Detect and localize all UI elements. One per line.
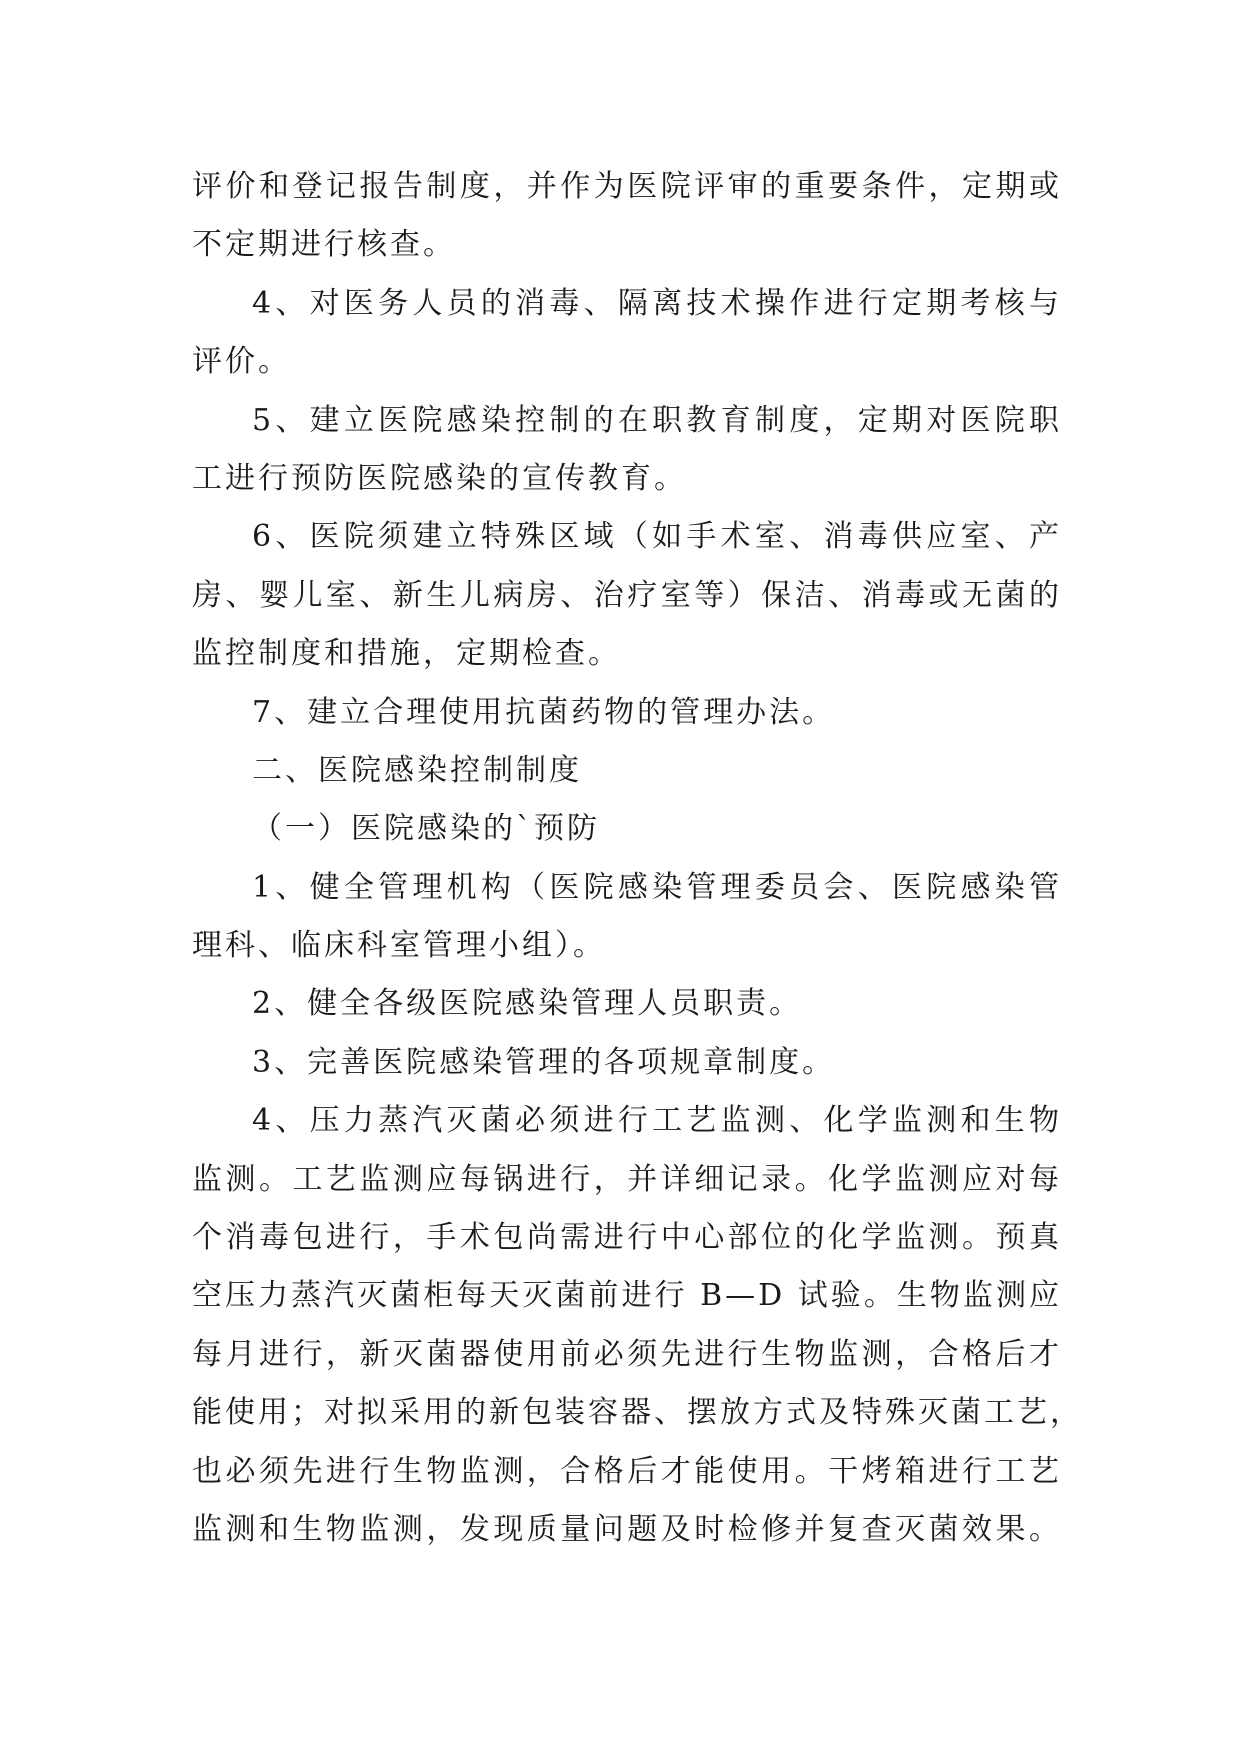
text-line: 4、压力蒸汽灭菌必须进行工艺监测、化学监测和生物 <box>252 1103 1062 1139</box>
text-line: 理科、临床科室管理小组）。 <box>192 928 606 964</box>
text-line: 空压力蒸汽灭菌柜每天灭菌前进行 B—D 试验。生物监测应 <box>192 1278 1062 1314</box>
section-heading: 二、医院感染控制制度 <box>252 752 582 788</box>
text-line: 监测和生物监测，发现质量问题及时检修并复查灭菌效果。 <box>192 1511 1062 1547</box>
document-body <box>192 158 1083 1559</box>
text-line: 7、建立合理使用抗菌药物的管理办法。 <box>252 694 836 730</box>
text-line: 也必须先进行生物监测，合格后才能使用。干烤箱进行工艺 <box>192 1453 1062 1489</box>
text-line: 房、婴儿室、新生儿病房、治疗室等）保洁、消毒或无菌的 <box>192 577 1062 613</box>
text-line: 监控制度和措施，定期检查。 <box>192 636 621 672</box>
text-line: 4、对医务人员的消毒、隔离技术操作进行定期考核与 <box>252 285 1062 321</box>
text-line: 个消毒包进行，手术包尚需进行中心部位的化学监测。预真 <box>192 1220 1062 1256</box>
text-line: 工进行预防医院感染的宣传教育。 <box>192 460 687 496</box>
text-line: 评价和登记报告制度，并作为医院评审的重要条件，定期或 <box>192 169 1062 204</box>
text-line: 6、医院须建立特殊区域（如手术室、消毒供应室、产 <box>252 519 1062 555</box>
text-line: 能使用；对拟采用的新包装容器、摆放方式及特殊灭菌工艺， <box>192 1395 1083 1431</box>
text-line: 评价。 <box>192 344 291 380</box>
text-line: 不定期进行核查。 <box>192 227 456 263</box>
subsection-heading: （一）医院感染的`预防 <box>252 811 600 847</box>
text-line: 3、完善医院感染管理的各项规章制度。 <box>252 1044 836 1080</box>
text-line: 每月进行，新灭菌器使用前必须先进行生物监测，合格后才 <box>192 1336 1062 1372</box>
text-line: 5、建立医院感染控制的在职教育制度，定期对医院职 <box>252 402 1062 438</box>
text-line: 2、健全各级医院感染管理人员职责。 <box>252 986 803 1022</box>
text-line: 1、健全管理机构（医院感染管理委员会、医院感染管 <box>252 869 1062 905</box>
text-line: 监测。工艺监测应每锅进行，并详细记录。化学监测应对每 <box>192 1161 1062 1197</box>
